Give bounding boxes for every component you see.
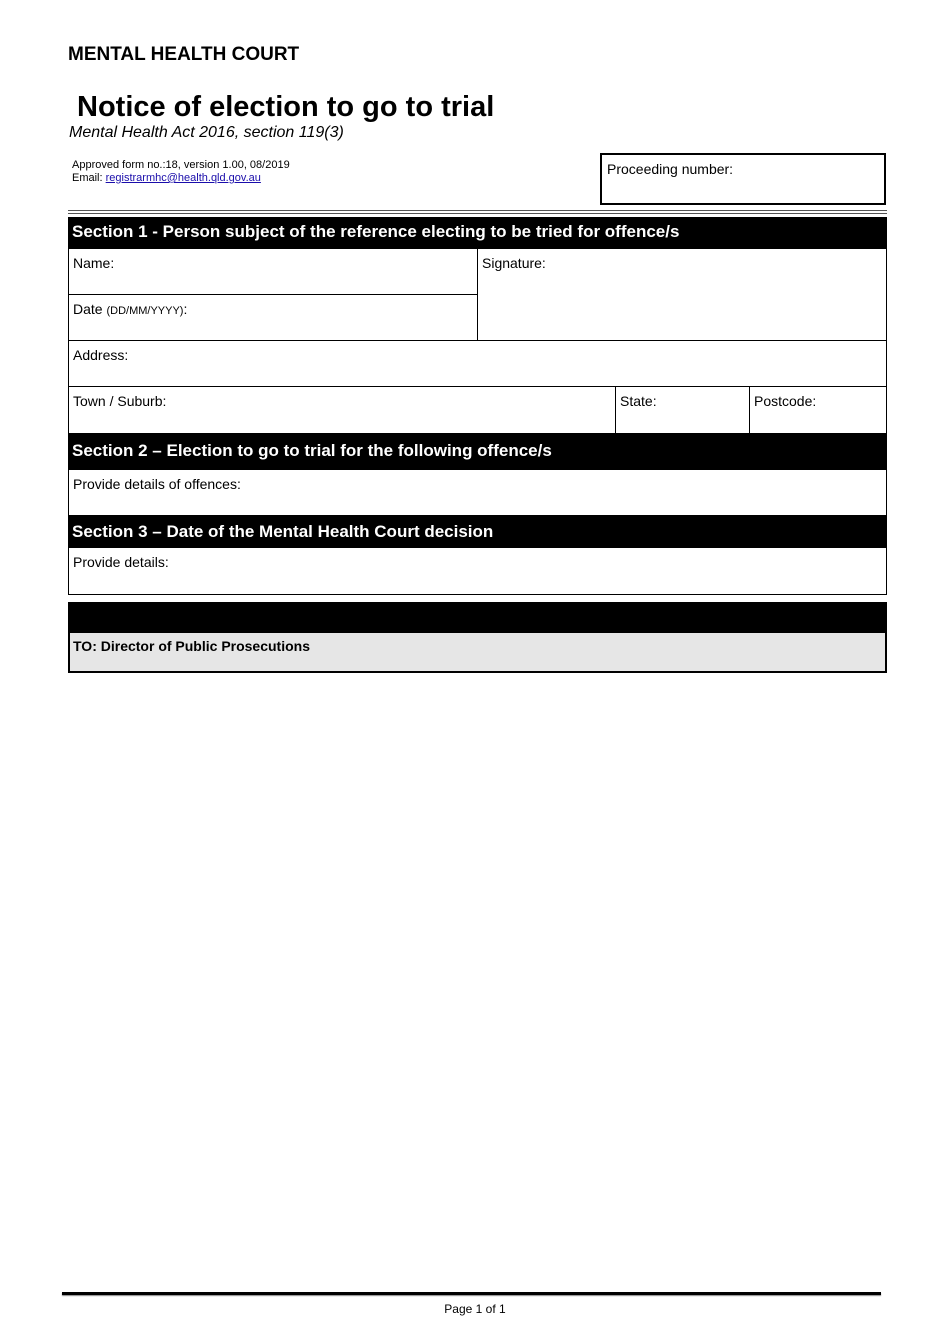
offences-details-label: Provide details of offences: — [73, 476, 241, 492]
offences-details-field[interactable] — [68, 469, 887, 516]
date-field[interactable] — [68, 294, 478, 341]
recipient-label: TO: Director of Public Prosecutions — [73, 638, 311, 654]
recipient-bar — [70, 604, 885, 633]
section-2-header — [68, 433, 887, 470]
decision-details-field[interactable] — [68, 547, 887, 595]
section-3-header — [68, 516, 887, 548]
address-field[interactable] — [68, 340, 887, 387]
signature-field[interactable] — [477, 248, 887, 341]
header-divider — [68, 210, 887, 211]
address-label: Address: — [73, 347, 129, 363]
page-number: Page 1 of 1 — [444, 1302, 506, 1316]
form-subtitle: Mental Health Act 2016, section 119(3) — [69, 124, 344, 141]
section-3-heading: Section 3 – Date of the Mental Health Court decision — [72, 522, 494, 541]
header-divider-2 — [68, 213, 887, 214]
court-name: MENTAL HEALTH COURT — [68, 44, 300, 65]
postcode-field[interactable] — [749, 386, 887, 434]
proceeding-number-field[interactable] — [600, 153, 886, 205]
town-field[interactable] — [68, 386, 616, 434]
date-label: Date (DD/MM/YYYY): — [73, 301, 188, 317]
signature-label: Signature: — [482, 255, 546, 271]
postcode-label: Postcode: — [754, 393, 817, 409]
town-label: Town / Suburb: — [73, 393, 167, 409]
state-field[interactable] — [615, 386, 750, 434]
recipient-block — [68, 602, 887, 673]
proceeding-number-label: Proceeding number: — [607, 161, 734, 177]
form-title: Notice of election to go to trial — [77, 91, 495, 123]
form-meta — [72, 159, 290, 185]
email-line — [72, 172, 290, 185]
email-link[interactable]: registrarmhc@health.qld.gov.au — [105, 172, 261, 184]
name-field[interactable] — [68, 248, 478, 295]
approved-form-text: Approved form no.:18, version 1.00, 08/2019 — [72, 159, 290, 171]
recipient-panel — [70, 633, 885, 671]
section-1-heading: Section 1 - Person subject of the reference electing to be tried for offence/s — [72, 222, 680, 241]
email-label: Email: — [72, 172, 106, 184]
footer-divider — [62, 1292, 881, 1295]
decision-details-label: Provide details: — [73, 554, 169, 570]
section-2-heading: Section 2 – Election to go to trial for the following offence/s — [72, 441, 552, 460]
state-label: State: — [620, 393, 657, 409]
section-1-header — [68, 217, 887, 248]
name-label: Name: — [73, 255, 115, 271]
